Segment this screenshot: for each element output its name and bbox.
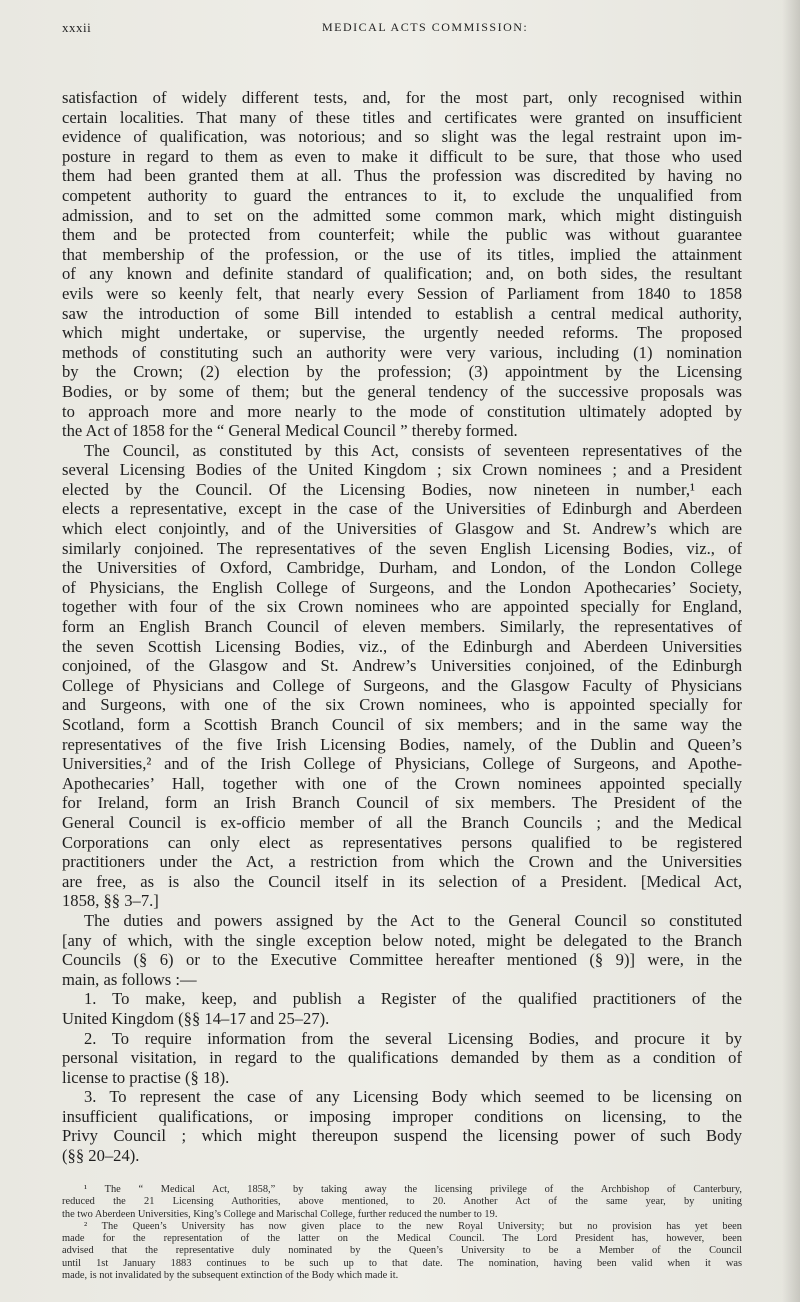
body-line: Apothecaries’ Hall, together with one of the Crown nominees appointed specially: [62, 773, 742, 793]
footnote-line: ² The Queen’s University has now given place to the new Royal University; but no provision has yet been: [84, 1220, 742, 1232]
body-line: the Universities of Oxford, Cambridge, Durham, and London, of the London College: [62, 558, 742, 578]
body-line: conjoined, of the Glasgow and St. Andrew’s Universities conjoined, of the Edinburgh: [62, 656, 742, 676]
footnote-line: reduced the 21 Licensing Authorities, above mentioned, to 20. Another Act of the same year, by uniting: [62, 1196, 742, 1208]
footnote-line: made for the representation of the latter on the Medical Council. The Lord President has, however, been: [62, 1233, 742, 1245]
footnote-line: until 1st January 1883 continues to be such up to that date. The nomination, having been valid when it was: [62, 1257, 742, 1269]
body-line: the seven Scottish Licensing Bodies, viz., of the Edinburgh and Aberdeen Universities: [62, 636, 742, 656]
body-line: competent authority to guard the entrances to it, to exclude the unqualified from: [62, 185, 742, 205]
body-line: and Surgeons, with one of the six Crown nominees, who is appointed specially for: [62, 695, 742, 715]
running-head: [62, 14, 742, 36]
body-line: them had been granted them at all. Thus the profession was discredited by having no: [62, 166, 742, 186]
body-line: 1. To make, keep, and publish a Register of the qualified practitioners of the: [84, 989, 742, 1009]
body-line: main, as follows :—: [62, 969, 197, 989]
body-line: Scotland, form a Scottish Branch Council of six members; and in the same way the: [62, 715, 742, 734]
body-line: form an English Branch Council of eleven members. Similarly, the representatives of: [62, 617, 742, 637]
page-number: xxxii: [62, 20, 92, 35]
body-line: The Council, as constituted by this Act, consists of seventeen representatives of the: [84, 440, 742, 460]
body-line: (§§ 20–24).: [62, 1146, 140, 1166]
body-line: 2. To require information from the several Licensing Bodies, and procure it by: [84, 1028, 742, 1048]
body-line: Universities,² and of the Irish College of Physicians, College of Surgeons, and Apothe-: [62, 754, 742, 774]
body-line: to approach more and more nearly to the mode of constitution ultimately adopted by: [62, 401, 742, 421]
footnote-line: advised that the representative duly nominated by the Queen’s University to be a Member of the Council: [62, 1245, 742, 1257]
body-line: methods of constituting such an authority were very various, including (1) nomination: [62, 342, 742, 362]
body-line: personal visitation, in regard to the qualifications demanded by them as a condition of: [62, 1048, 742, 1068]
body-line: representatives of the five Irish Licensing Bodies, namely, of the Dublin and Queen’s: [62, 734, 742, 754]
body-line: satisfaction of widely different tests, and, for the most part, only recognised within: [62, 88, 742, 107]
body-line: Councils (§ 6) or to the Executive Committee hereafter mentioned (§ 9)] were, in the: [62, 950, 742, 970]
body-line: [any of which, with the single exception below noted, might be delegated to the Branch: [62, 930, 742, 950]
body-text: [62, 88, 742, 1166]
body-line: license to practise (§ 18).: [62, 1067, 230, 1087]
body-line: posture in regard to them as even to make it difficult to be sure, that those who used: [62, 146, 742, 166]
body-line: United Kingdom (§§ 14–17 and 25–27).: [62, 1008, 330, 1028]
body-line: Bodies, or by some of them; but the general tendency of the successive proposals was: [62, 381, 742, 401]
body-line: General Council is ex-officio member of all the Branch Councils ; and the Medical: [62, 812, 742, 832]
body-line: 1858, §§ 3–7.]: [62, 891, 159, 911]
body-line: Corporations can only elect as representatives persons qualified to be registered: [62, 832, 742, 852]
running-head-title: MEDICAL ACTS COMMISSION:: [322, 20, 529, 34]
body-line: several Licensing Bodies of the United Kingdom ; six Crown nominees ; and a President: [62, 460, 742, 480]
body-line: of any known and definite standard of qualification; and, on both sides, the resultant: [62, 264, 742, 284]
body-line: them and be protected from counterfeit; while the public was without guarantee: [62, 225, 742, 245]
body-line: are free, as is also the Council itself in its selection of a President. [Medical Act,: [62, 871, 742, 891]
footnote-line: the two Aberdeen Universities, King’s College and Marischal College, further reduced the number to 19.: [62, 1208, 498, 1220]
body-line: which elect conjointly, and of the Universities of Glasgow and St. Andrew’s which are: [62, 519, 742, 539]
body-line: of Physicians, the English College of Surgeons, and the London Apothecaries’ Society,: [62, 577, 742, 597]
body-line: elected by the Council. Of the Licensing Bodies, now nineteen in number,¹ each: [62, 479, 742, 499]
body-line: which might undertake, or supervise, the urgently needed reforms. The proposed: [62, 323, 742, 343]
body-line: saw the introduction of some Bill intended to establish a central medical authority,: [62, 303, 742, 323]
body-line: elects a representative, except in the case of the Universities of Edinburgh and Aberdeen: [62, 499, 742, 519]
body-line: the Act of 1858 for the “ General Medical Council ” thereby formed.: [62, 421, 518, 441]
body-line: together with four of the six Crown nominees who are appointed specially for England,: [62, 597, 742, 617]
footnote-line: ¹ The “ Medical Act, 1858,” by taking away the licensing privilege of the Archbishop of Canterbury,: [84, 1184, 742, 1195]
body-line: practitioners under the Act, a restriction from which the Crown and the Universities: [62, 852, 742, 872]
body-line: for Ireland, form an Irish Branch Council of six members. The President of the: [62, 793, 742, 813]
footnote-line: made, is not invalidated by the subsequent extinction of the Body which made it.: [62, 1270, 399, 1282]
body-line: evils were so keenly felt, that nearly every Session of Parliament from 1840 to 1858: [62, 283, 742, 303]
body-line: certain localities. That many of these titles and certificates were granted on insufficient: [62, 107, 742, 127]
body-line: Privy Council ; which might thereupon suspend the licensing power of such Body: [62, 1126, 742, 1146]
page-edge-shadow: [782, 0, 800, 1302]
body-line: College of Physicians and College of Surgeons, and the Glasgow Faculty of Physicians: [62, 675, 742, 695]
body-line: insufficient qualifications, or imposing improper conditions on licensing, to the: [62, 1106, 742, 1126]
body-line: similarly conjoined. The representatives of the seven English Licensing Bodies, viz., of: [62, 538, 742, 558]
body-line: The duties and powers assigned by the Act to the General Council so constituted: [84, 910, 742, 930]
body-line: 3. To represent the case of any Licensing Body which seemed to be licensing on: [84, 1087, 742, 1107]
footnotes: [62, 1184, 742, 1282]
body-line: admission, and to set on the admitted some common mark, which might distinguish: [62, 205, 742, 225]
body-line: that membership of the profession, or the use of its titles, implied the attainment: [62, 244, 742, 264]
body-line: evidence of qualification, was notorious; and so slight was the legal restraint upon im-: [62, 127, 742, 147]
body-line: by the Crown; (2) election by the profession; (3) appointment by the Licensing: [62, 362, 742, 382]
